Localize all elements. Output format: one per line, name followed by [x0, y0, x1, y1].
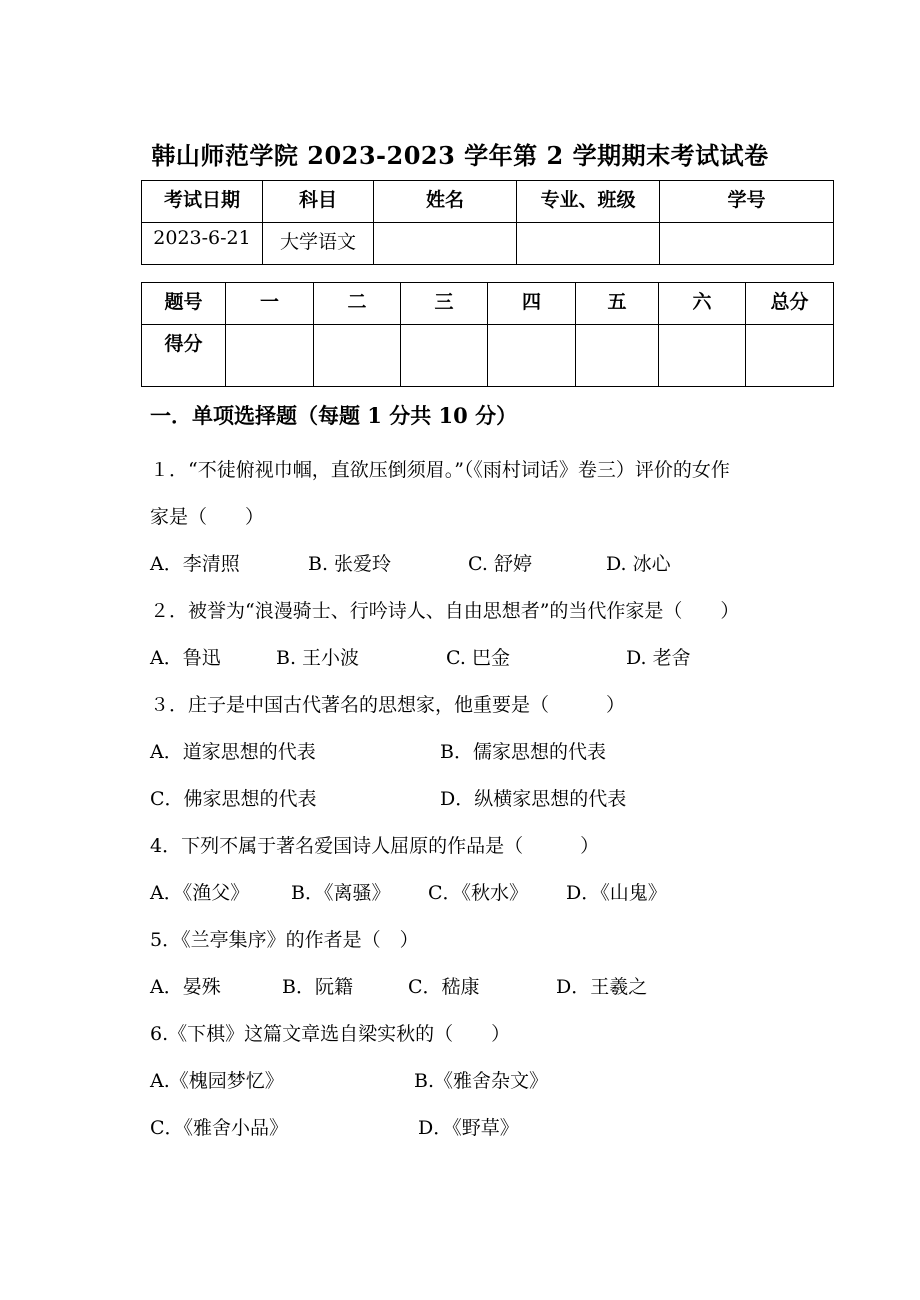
question-6-option-d: D．《野草》: [418, 1117, 519, 1139]
score-cell[interactable]: [659, 325, 746, 387]
header-subject: 科目: [263, 181, 374, 223]
header-total: 总分: [746, 283, 834, 325]
section-heading: 一．单项选择题（每题 1 分共 10 分）: [150, 403, 518, 428]
score-row-label: 得分: [142, 325, 226, 387]
score-cell[interactable]: [314, 325, 401, 387]
question-2-option-a: A．鲁迅: [150, 647, 221, 669]
question-6-option-a: A.《槐园梦忆》: [150, 1070, 284, 1092]
question-6-option-b: B.《雅舍杂文》: [414, 1070, 549, 1092]
question-4-option-a: A．《渔父》: [150, 882, 250, 904]
value-major-class[interactable]: [517, 223, 660, 265]
header-name: 姓名: [374, 181, 517, 223]
score-cell[interactable]: [488, 325, 576, 387]
question-1-option-c: C. 舒婷: [468, 553, 532, 575]
header-part-4: 四: [488, 283, 576, 325]
header-part-2: 二: [314, 283, 401, 325]
question-4-option-d: D．《山鬼》: [566, 882, 667, 904]
exam-title: 韩山师范学院 2023-2023 学年第 2 学期期末考试试卷: [151, 141, 769, 170]
info-header-row: [142, 181, 834, 223]
question-3-option-c: C．佛家思想的代表: [150, 788, 317, 810]
value-student-id[interactable]: [660, 223, 834, 265]
score-cell[interactable]: [746, 325, 834, 387]
question-3-stem: ３．庄子是中国古代著名的思想家，他重要是（ ）: [150, 694, 626, 716]
question-5-stem: 5．《兰亭集序》的作者是（ ）: [150, 929, 419, 951]
score-cell[interactable]: [226, 325, 314, 387]
question-1-option-d: D. 冰心: [606, 553, 671, 575]
question-2-option-b: B. 王小波: [276, 647, 360, 669]
value-subject: 大学语文: [263, 223, 374, 265]
value-name[interactable]: [374, 223, 517, 265]
header-part-1: 一: [226, 283, 314, 325]
question-1-option-a: A．李清照: [150, 553, 240, 575]
score-header-row: [142, 283, 834, 325]
question-6-option-c: C．《雅舍小品》: [150, 1117, 289, 1139]
score-cell[interactable]: [401, 325, 488, 387]
header-student-id: 学号: [660, 181, 834, 223]
question-2-option-d: D. 老舍: [626, 647, 691, 669]
info-value-row: [142, 223, 834, 265]
question-3-option-d: D．纵横家思想的代表: [440, 788, 627, 810]
header-major-class: 专业、班级: [517, 181, 660, 223]
question-4-stem: 4．下列不属于著名爱国诗人屈原的作品是（ ）: [150, 835, 600, 857]
question-2-stem: ２．被誉为“浪漫骑士、行吟诗人、自由思想者”的当代作家是（ ）: [150, 600, 740, 622]
question-6-stem: 6.《下棋》这篇文章选自梁实秋的（ ）: [150, 1023, 511, 1045]
question-1-stem-line-1: １．“不徒俯视巾帼，直欲压倒须眉。”（《雨村词话》卷三）评价的女作: [150, 459, 730, 481]
score-row: [142, 325, 834, 387]
exam-info-table: [141, 180, 834, 265]
question-5-option-a: A．晏殊: [150, 976, 221, 998]
header-exam-date: 考试日期: [142, 181, 263, 223]
question-5-option-d: D．王羲之: [556, 976, 648, 998]
header-part-5: 五: [576, 283, 659, 325]
question-4-option-b: B．《离骚》: [291, 882, 391, 904]
header-part-3: 三: [401, 283, 488, 325]
question-3-option-b: B．儒家思想的代表: [440, 741, 606, 763]
question-4-option-c: C．《秋水》: [428, 882, 529, 904]
question-1-option-b: B. 张爱玲: [308, 553, 392, 575]
value-exam-date: 2023-6-21: [142, 223, 263, 265]
score-table: [141, 282, 834, 387]
score-cell[interactable]: [576, 325, 659, 387]
question-5-option-b: B．阮籍: [282, 976, 353, 998]
header-part-6: 六: [659, 283, 746, 325]
question-3-option-a: A．道家思想的代表: [150, 741, 316, 763]
header-question-number: 题号: [142, 283, 226, 325]
question-1-stem-line-2: 家是（ ）: [150, 506, 265, 528]
question-5-option-c: C．嵇康: [408, 976, 480, 998]
question-2-option-c: C. 巴金: [446, 647, 510, 669]
